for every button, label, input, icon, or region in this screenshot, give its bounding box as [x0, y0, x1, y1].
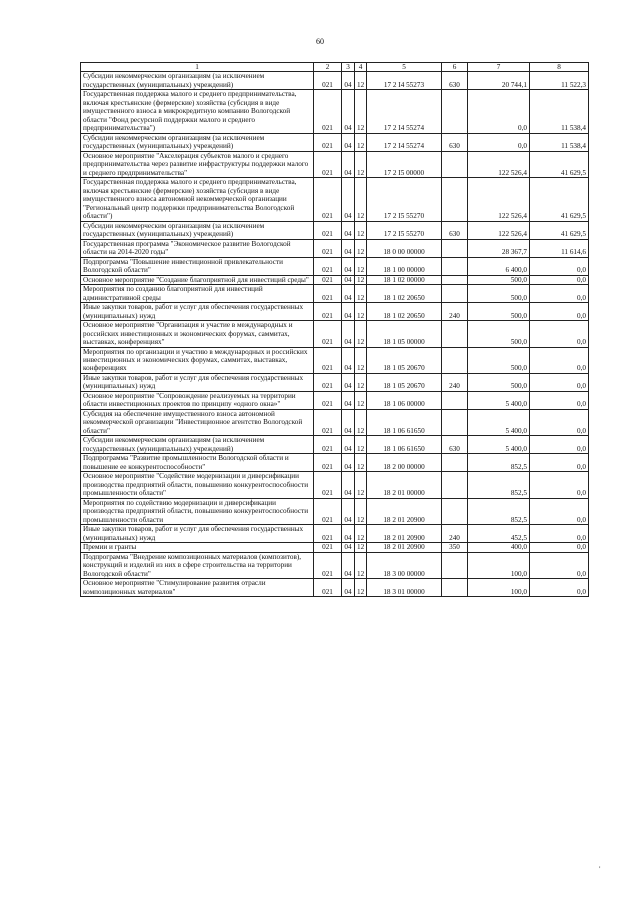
row-subsection: 12: [355, 275, 367, 284]
row-amount-1: 5 400,0: [468, 436, 530, 454]
row-name: Мероприятия по созданию благоприятной для инвестиций административной среды: [81, 285, 314, 303]
row-expense-type: [442, 239, 468, 257]
row-amount-2: 0,0: [530, 373, 589, 391]
row-expense-type: [442, 498, 468, 524]
row-amount-2: 11 614,6: [530, 239, 589, 257]
row-amount-2: 0,0: [530, 285, 589, 303]
row-admin-code: 021: [314, 221, 342, 239]
row-section: 04: [342, 436, 355, 454]
row-amount-1: 500,0: [468, 285, 530, 303]
row-target-article: 17 2 I4 55274: [367, 90, 442, 133]
row-amount-2: 0,0: [530, 454, 589, 472]
row-admin-code: 021: [314, 543, 342, 552]
table-row: [81, 498, 589, 524]
row-target-article: 18 0 00 00000: [367, 239, 442, 257]
row-amount-2: 11 538,4: [530, 90, 589, 133]
table-row: [81, 303, 589, 321]
page-number: 60: [316, 37, 324, 46]
row-amount-2: 0,0: [530, 436, 589, 454]
row-section: 04: [342, 178, 355, 221]
table-row: [81, 525, 589, 543]
row-admin-code: 021: [314, 275, 342, 284]
row-expense-type: [442, 454, 468, 472]
table-row: [81, 552, 589, 578]
row-expense-type: [442, 90, 468, 133]
row-section: 04: [342, 239, 355, 257]
table-row: [81, 373, 589, 391]
row-target-article: 17 2 I5 55270: [367, 178, 442, 221]
row-section: 04: [342, 221, 355, 239]
row-subsection: 12: [355, 239, 367, 257]
header-col-7: 7: [468, 63, 530, 72]
row-amount-2: 0,0: [530, 472, 589, 498]
row-subsection: 12: [355, 257, 367, 275]
row-amount-1: 500,0: [468, 321, 530, 347]
row-target-article: 18 1 05 20670: [367, 373, 442, 391]
row-section: 04: [342, 498, 355, 524]
row-subsection: 12: [355, 436, 367, 454]
row-subsection: 12: [355, 579, 367, 597]
row-amount-1: 122 526,4: [468, 151, 530, 177]
row-subsection: 12: [355, 178, 367, 221]
row-section: 04: [342, 579, 355, 597]
row-section: 04: [342, 151, 355, 177]
row-name: Иные закупки товаров, работ и услуг для обеспечения государственных (муниципальных) нужд: [81, 303, 314, 321]
row-amount-2: 0,0: [530, 275, 589, 284]
row-target-article: 18 2 00 00000: [367, 454, 442, 472]
row-name: Государственная поддержка малого и среднего предпринимательства, включая крестьянские (фермерские) хозяйства (субсидия в виде имущественного взноса в микрокредитную компанию Вологодской области "Фонд ресурсной поддержки малого и среднего предпринимательства"): [81, 90, 314, 133]
row-subsection: 12: [355, 409, 367, 435]
row-name: Субсидии некоммерческим организациям (за исключением государственных (муниципальных) учреждений): [81, 133, 314, 151]
row-name: Подпрограмма "Повышение инвестиционной привлекательности Вологодской области": [81, 257, 314, 275]
table-row: [81, 257, 589, 275]
row-admin-code: 021: [314, 552, 342, 578]
row-amount-2: 0,0: [530, 257, 589, 275]
row-name: Основное мероприятие "Создание благоприятной для инвестиций среды": [81, 275, 314, 284]
row-expense-type: 630: [442, 72, 468, 90]
row-name: Основное мероприятие "Сопровождение реализуемых на территории области инвестиционных проектов по принципу «одного окна»": [81, 391, 314, 409]
row-amount-1: 100,0: [468, 552, 530, 578]
table-row: [81, 321, 589, 347]
row-amount-1: 500,0: [468, 303, 530, 321]
row-section: 04: [342, 373, 355, 391]
row-subsection: 12: [355, 391, 367, 409]
table-header: [81, 63, 589, 72]
row-target-article: 18 1 02 20650: [367, 303, 442, 321]
table-row: [81, 239, 589, 257]
row-subsection: 12: [355, 133, 367, 151]
row-name: Мероприятия по содействию модернизации и диверсификации производства предприятий области, повышению конкурентоспособности промышленности области: [81, 498, 314, 524]
row-amount-2: 0,0: [530, 409, 589, 435]
table-row: [81, 391, 589, 409]
row-admin-code: 021: [314, 579, 342, 597]
row-expense-type: [442, 257, 468, 275]
row-section: 04: [342, 257, 355, 275]
row-amount-1: 452,5: [468, 525, 530, 543]
row-admin-code: 021: [314, 151, 342, 177]
row-admin-code: 021: [314, 72, 342, 90]
row-name: Подпрограмма "Развитие промышленности Вологодской области и повышение ее конкурентоспособности": [81, 454, 314, 472]
row-section: 04: [342, 275, 355, 284]
row-admin-code: 021: [314, 436, 342, 454]
row-amount-1: 28 367,7: [468, 239, 530, 257]
row-subsection: 12: [355, 454, 367, 472]
row-subsection: 12: [355, 347, 367, 373]
row-amount-2: 0,0: [530, 347, 589, 373]
row-name: Субсидии некоммерческим организациям (за исключением государственных (муниципальных) учреждений): [81, 221, 314, 239]
table-row: [81, 472, 589, 498]
table-row: [81, 579, 589, 597]
row-subsection: 12: [355, 90, 367, 133]
row-expense-type: [442, 285, 468, 303]
row-admin-code: 021: [314, 454, 342, 472]
row-section: 04: [342, 72, 355, 90]
row-admin-code: 021: [314, 178, 342, 221]
header-col-6: 6: [442, 63, 468, 72]
row-subsection: 12: [355, 373, 367, 391]
table-row: [81, 151, 589, 177]
row-target-article: 18 2 01 20900: [367, 543, 442, 552]
row-amount-1: 5 400,0: [468, 391, 530, 409]
row-expense-type: 350: [442, 543, 468, 552]
row-amount-2: 0,0: [530, 552, 589, 578]
row-amount-1: 500,0: [468, 275, 530, 284]
row-expense-type: 630: [442, 133, 468, 151]
row-target-article: 18 1 02 00000: [367, 275, 442, 284]
row-name: Государственная поддержка малого и среднего предпринимательства, включая крестьянские (фермерские) хозяйства (субсидия в виде имущественного взноса автономной некоммерческой организации "Региональный центр поддержки предпринимательства Вологодской области"): [81, 178, 314, 221]
row-amount-2: 41 629,5: [530, 221, 589, 239]
table-row: [81, 409, 589, 435]
row-name: Основное мероприятие "Акселерация субъектов малого и среднего предпринимательства через развитие инфраструктуры поддержки малого и среднего предпринимательства": [81, 151, 314, 177]
row-section: 04: [342, 90, 355, 133]
table-row: [81, 275, 589, 284]
row-expense-type: [442, 409, 468, 435]
row-expense-type: [442, 151, 468, 177]
row-amount-1: 122 526,4: [468, 221, 530, 239]
row-section: 04: [342, 133, 355, 151]
row-amount-1: 122 526,4: [468, 178, 530, 221]
table-row: [81, 347, 589, 373]
row-amount-1: 100,0: [468, 579, 530, 597]
row-amount-2: 41 629,5: [530, 178, 589, 221]
row-expense-type: [442, 579, 468, 597]
row-subsection: 12: [355, 321, 367, 347]
row-expense-type: [442, 275, 468, 284]
row-subsection: 12: [355, 552, 367, 578]
row-section: 04: [342, 347, 355, 373]
table-row: [81, 72, 589, 90]
row-name: Иные закупки товаров, работ и услуг для обеспечения государственных (муниципальных) нужд: [81, 373, 314, 391]
row-admin-code: 021: [314, 391, 342, 409]
row-amount-1: 0,0: [468, 90, 530, 133]
row-target-article: 18 2 01 00000: [367, 472, 442, 498]
budget-table: [80, 62, 589, 597]
table-row: [81, 178, 589, 221]
row-admin-code: 021: [314, 285, 342, 303]
row-amount-1: 20 744,1: [468, 72, 530, 90]
header-col-5: 5: [367, 63, 442, 72]
row-amount-1: 852,5: [468, 498, 530, 524]
row-amount-2: 0,0: [530, 321, 589, 347]
row-name: Основное мероприятие "Содействие модернизации и диверсификации производства предприятий области, повышению конкурентоспособности промышленности области": [81, 472, 314, 498]
row-subsection: 12: [355, 525, 367, 543]
row-subsection: 12: [355, 221, 367, 239]
row-subsection: 12: [355, 285, 367, 303]
row-target-article: 18 1 05 00000: [367, 321, 442, 347]
row-admin-code: 021: [314, 525, 342, 543]
row-target-article: 18 1 06 61650: [367, 409, 442, 435]
row-amount-2: 41 629,5: [530, 151, 589, 177]
row-target-article: 18 1 00 00000: [367, 257, 442, 275]
row-subsection: 12: [355, 498, 367, 524]
row-admin-code: 021: [314, 239, 342, 257]
row-target-article: 18 1 06 00000: [367, 391, 442, 409]
table-row: [81, 90, 589, 133]
table-body: [81, 72, 589, 597]
row-name: Государственная программа "Экономическое развитие Вологодской области на 2014-2020 годы": [81, 239, 314, 257]
row-amount-2: 0,0: [530, 543, 589, 552]
row-target-article: 18 1 06 61650: [367, 436, 442, 454]
row-expense-type: [442, 391, 468, 409]
header-col-1: 1: [81, 63, 314, 72]
row-name: Мероприятия по организации и участию в международных и российских инвестиционных и экономических форумах, саммитах, выставках, конференциях: [81, 347, 314, 373]
row-admin-code: 021: [314, 133, 342, 151]
row-target-article: 18 1 05 20670: [367, 347, 442, 373]
table-row: [81, 436, 589, 454]
row-expense-type: 240: [442, 303, 468, 321]
row-amount-1: 500,0: [468, 347, 530, 373]
row-section: 04: [342, 472, 355, 498]
row-expense-type: 240: [442, 373, 468, 391]
row-amount-2: 0,0: [530, 391, 589, 409]
row-expense-type: [442, 178, 468, 221]
header-col-2: 2: [314, 63, 342, 72]
row-name: Основное мероприятие "Стимулирование развития отрасли композиционных материалов": [81, 579, 314, 597]
row-section: 04: [342, 285, 355, 303]
row-admin-code: 021: [314, 347, 342, 373]
row-amount-2: 11 538,4: [530, 133, 589, 151]
row-admin-code: 021: [314, 321, 342, 347]
row-admin-code: 021: [314, 90, 342, 133]
row-name: Иные закупки товаров, работ и услуг для обеспечения государственных (муниципальных) нужд: [81, 525, 314, 543]
row-target-article: 18 2 01 20900: [367, 525, 442, 543]
row-expense-type: 630: [442, 221, 468, 239]
header-col-8: 8: [530, 63, 589, 72]
row-name: Субсидии некоммерческим организациям (за исключением государственных (муниципальных) учреждений): [81, 436, 314, 454]
row-amount-1: 0,0: [468, 133, 530, 151]
row-section: 04: [342, 321, 355, 347]
row-admin-code: 021: [314, 409, 342, 435]
row-expense-type: 240: [442, 525, 468, 543]
row-amount-2: 0,0: [530, 579, 589, 597]
row-expense-type: [442, 552, 468, 578]
row-amount-1: 6 400,0: [468, 257, 530, 275]
row-subsection: 12: [355, 303, 367, 321]
row-admin-code: 021: [314, 472, 342, 498]
table-row: [81, 454, 589, 472]
row-target-article: 17 2 I5 55270: [367, 221, 442, 239]
row-admin-code: 021: [314, 498, 342, 524]
row-amount-1: 5 400,0: [468, 409, 530, 435]
row-section: 04: [342, 391, 355, 409]
row-target-article: 18 2 01 20900: [367, 498, 442, 524]
table-row: [81, 285, 589, 303]
row-target-article: 18 3 00 00000: [367, 552, 442, 578]
row-section: 04: [342, 409, 355, 435]
row-name: Субсидии некоммерческим организациям (за исключением государственных (муниципальных) учреждений): [81, 72, 314, 90]
header-col-3: 3: [342, 63, 355, 72]
row-amount-2: 0,0: [530, 525, 589, 543]
row-amount-1: 852,5: [468, 472, 530, 498]
row-target-article: 17 2 I5 00000: [367, 151, 442, 177]
row-name: Подпрограмма "Внедрение композиционных материалов (композитов), конструкций и изделий из них в сфере строительства на территории Вологодской области": [81, 552, 314, 578]
row-amount-2: 11 522,3: [530, 72, 589, 90]
row-amount-2: 0,0: [530, 498, 589, 524]
edge-mark: ,: [599, 863, 601, 869]
row-subsection: 12: [355, 543, 367, 552]
table-row: [81, 221, 589, 239]
row-expense-type: 630: [442, 436, 468, 454]
table-row: [81, 543, 589, 552]
row-target-article: 17 2 I4 55274: [367, 133, 442, 151]
row-subsection: 12: [355, 151, 367, 177]
row-section: 04: [342, 525, 355, 543]
row-admin-code: 021: [314, 303, 342, 321]
row-expense-type: [442, 472, 468, 498]
header-row: [81, 63, 589, 72]
row-expense-type: [442, 347, 468, 373]
row-section: 04: [342, 454, 355, 472]
row-expense-type: [442, 321, 468, 347]
row-amount-1: 400,0: [468, 543, 530, 552]
header-col-4: 4: [355, 63, 367, 72]
row-section: 04: [342, 552, 355, 578]
row-amount-2: 0,0: [530, 303, 589, 321]
row-admin-code: 021: [314, 373, 342, 391]
row-amount-1: 852,5: [468, 454, 530, 472]
row-target-article: 18 3 01 00000: [367, 579, 442, 597]
row-target-article: 17 2 I4 55273: [367, 72, 442, 90]
row-name: Основное мероприятие "Организация и участие в международных и российских инвестиционных и экономических форумах, саммитах, выставках, конференциях": [81, 321, 314, 347]
row-name: Субсидия на обеспечение имущественного взноса автономной некоммерческой организации "Инвестиционное агентство Вологодской области": [81, 409, 314, 435]
row-subsection: 12: [355, 472, 367, 498]
row-amount-1: 500,0: [468, 373, 530, 391]
row-section: 04: [342, 543, 355, 552]
row-admin-code: 021: [314, 257, 342, 275]
row-name: Премии и гранты: [81, 543, 314, 552]
table-row: [81, 133, 589, 151]
row-subsection: 12: [355, 72, 367, 90]
row-section: 04: [342, 303, 355, 321]
row-target-article: 18 1 02 20650: [367, 285, 442, 303]
